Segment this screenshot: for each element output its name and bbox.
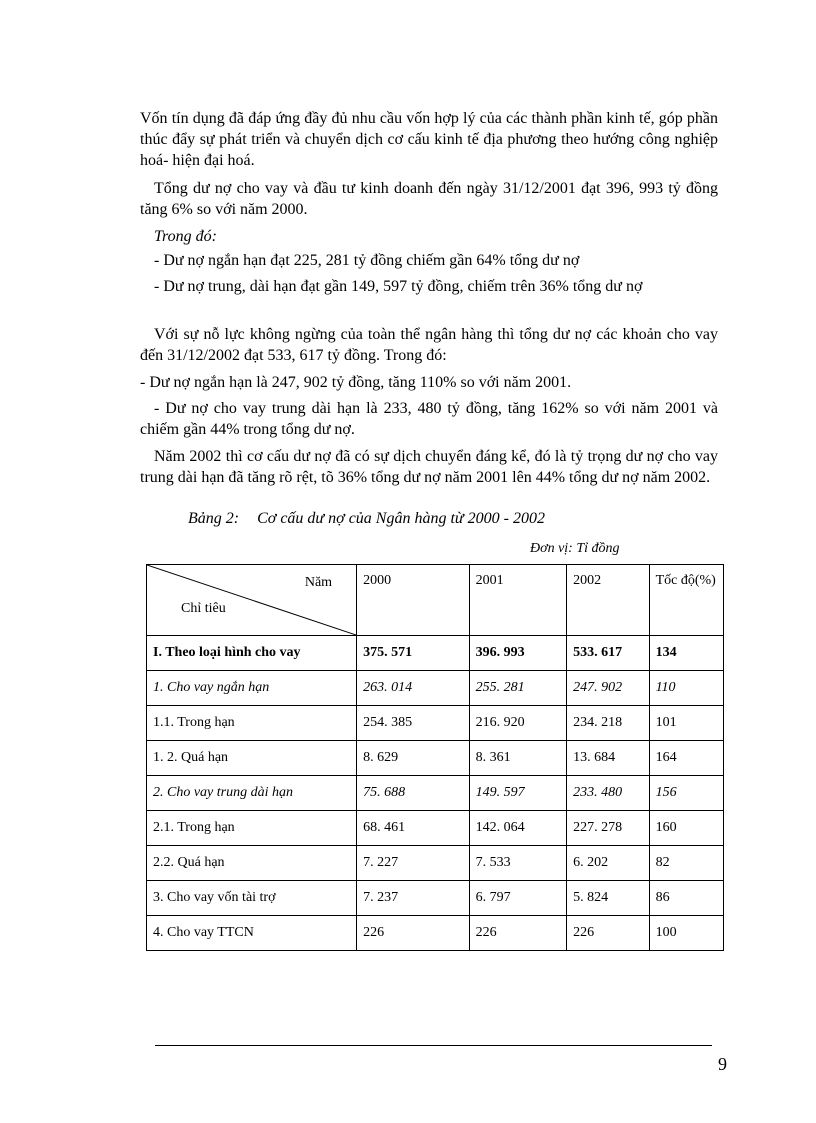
header-2001: 2001 [469, 565, 567, 636]
footer-rule [155, 1045, 712, 1046]
cell-2001: 216. 920 [469, 706, 567, 741]
cell-2000: 254. 385 [357, 706, 470, 741]
cell-2002: 6. 202 [567, 846, 649, 881]
cell-2001: 396. 993 [469, 636, 567, 671]
cell-growth-rate: 82 [649, 846, 723, 881]
cell-2002: 533. 617 [567, 636, 649, 671]
table-row [147, 671, 724, 706]
table-row [147, 916, 724, 951]
row-label: I. Theo loại hình cho vay [147, 636, 357, 671]
cell-2001: 8. 361 [469, 741, 567, 776]
cell-growth-rate: 100 [649, 916, 723, 951]
cell-2000: 75. 688 [357, 776, 470, 811]
cell-2000: 7. 227 [357, 846, 470, 881]
table-row [147, 636, 724, 671]
cell-2000: 68. 461 [357, 811, 470, 846]
row-label: 3. Cho vay vốn tài trợ [147, 881, 357, 916]
table-row [147, 776, 724, 811]
table-caption-label: Bảng 2: [188, 510, 240, 527]
row-label: 1.1. Trong hạn [147, 706, 357, 741]
table-row [147, 811, 724, 846]
cell-2002: 227. 278 [567, 811, 649, 846]
cell-2002: 234. 218 [567, 706, 649, 741]
cell-2000: 375. 571 [357, 636, 470, 671]
cell-2001: 6. 797 [469, 881, 567, 916]
cell-growth-rate: 101 [649, 706, 723, 741]
cell-2002: 5. 824 [567, 881, 649, 916]
row-label: 1. Cho vay ngắn hạn [147, 671, 357, 706]
loan-structure-table [146, 564, 724, 951]
table-row [147, 881, 724, 916]
header-2002: 2002 [567, 565, 649, 636]
table-row [147, 846, 724, 881]
header-indicator-label: Chỉ tiêu [181, 601, 226, 616]
header-growth-rate: Tốc độ(%) [649, 565, 723, 636]
cell-2001: 149. 597 [469, 776, 567, 811]
header-diagonal-cell [147, 565, 357, 636]
cell-growth-rate: 110 [649, 671, 723, 706]
page-number: 9 [718, 1054, 727, 1074]
cell-2001: 226 [469, 916, 567, 951]
table-row [147, 741, 724, 776]
cell-2000: 8. 629 [357, 741, 470, 776]
paragraph-medium-long-term-2001: - Dư nợ trung, dài hạn đạt gần 149, 597 tỷ đồng, chiếm trên 36% tổng dư nợ [154, 278, 643, 295]
cell-2000: 7. 237 [357, 881, 470, 916]
cell-2002: 13. 684 [567, 741, 649, 776]
cell-2002: 226 [567, 916, 649, 951]
cell-growth-rate: 156 [649, 776, 723, 811]
paragraph-including: Trong đó: [154, 228, 217, 245]
header-2000: 2000 [357, 565, 470, 636]
table-row [147, 706, 724, 741]
cell-2001: 142. 064 [469, 811, 567, 846]
paragraph-short-term-2002: - Dư nợ ngắn hạn là 247, 902 tỷ đồng, tăng 110% so với năm 2001. [140, 374, 572, 391]
cell-2000: 263. 014 [357, 671, 470, 706]
cell-growth-rate: 164 [649, 741, 723, 776]
table-header-row [147, 565, 724, 636]
row-label: 2.1. Trong hạn [147, 811, 357, 846]
paragraph-total-outstanding-2002: Với sự nỗ lực không ngừng của toàn thể ngân hàng thì tổng dư nợ các khoản cho vay đến 31/12/2002 đạt 533, 617 tỷ đồng. Trong đó: [140, 326, 718, 364]
paragraph-structure-shift: Năm 2002 thì cơ cấu dư nợ đã có sự dịch chuyển đáng kể, đó là tỷ trọng dư nợ cho vay trung dài hạn đã tăng rõ rệt, tõ 36% tổng dư nợ năm 2001 lên 44% tổng dư nợ năm 2002. [140, 448, 718, 486]
cell-growth-rate: 160 [649, 811, 723, 846]
cell-2002: 247. 902 [567, 671, 649, 706]
table-caption-title: Cơ cấu dư nợ của Ngân hàng từ 2000 - 2002 [257, 510, 545, 527]
cell-2002: 233. 480 [567, 776, 649, 811]
row-label: 1. 2. Quá hạn [147, 741, 357, 776]
paragraph-total-outstanding-2001: Tổng dư nợ cho vay và đầu tư kinh doanh đến ngày 31/12/2001 đạt 396, 993 tỷ đồng tăng 6% so với năm 2000. [140, 180, 718, 218]
cell-2000: 226 [357, 916, 470, 951]
header-year-label: Năm [304, 575, 333, 590]
cell-2001: 7. 533 [469, 846, 567, 881]
table-caption [188, 510, 545, 528]
cell-2001: 255. 281 [469, 671, 567, 706]
cell-growth-rate: 134 [649, 636, 723, 671]
cell-growth-rate: 86 [649, 881, 723, 916]
row-label: 2. Cho vay trung dài hạn [147, 776, 357, 811]
table-unit: Đơn vị: Tỉ đồng [530, 541, 620, 556]
paragraph-short-term-2001: - Dư nợ ngắn hạn đạt 225, 281 tỷ đồng chiếm gần 64% tổng dư nợ [154, 252, 580, 269]
paragraph-credit-capital: Vốn tín dụng đã đáp ứng đầy đủ nhu cầu vốn hợp lý của các thành phần kinh tế, góp phần thúc đẩy sự phát triển và chuyển dịch cơ cấu kinh tế địa phương theo hướng công nghiệp hoá- hiện đại hoá. [140, 110, 718, 169]
paragraph-medium-long-term-2002: - Dư nợ cho vay trung dài hạn là 233, 480 tỷ đồng, tăng 162% so với năm 2001 và chiếm gần 44% trong tổng dư nợ. [140, 400, 718, 438]
row-label: 4. Cho vay TTCN [147, 916, 357, 951]
row-label: 2.2. Quá hạn [147, 846, 357, 881]
